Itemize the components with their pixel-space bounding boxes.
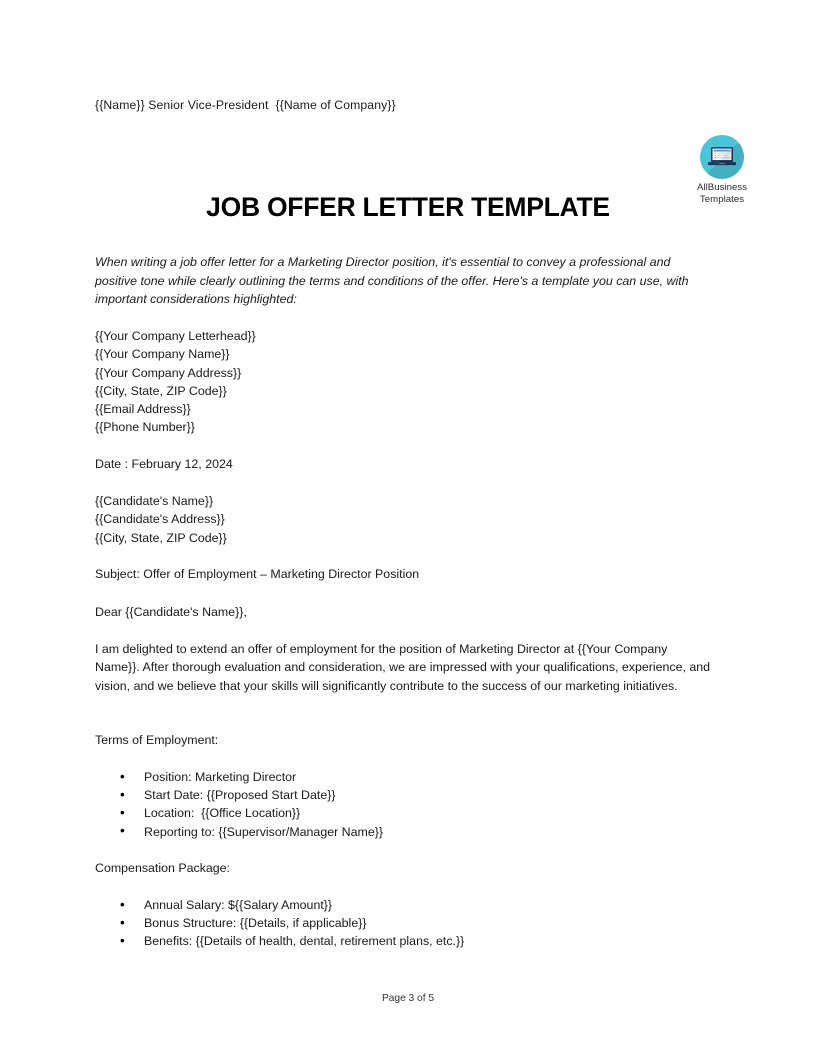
- logo-circle: [700, 135, 744, 179]
- letterhead-line: {{Phone Number}}: [95, 420, 195, 435]
- body-paragraph: I am delighted to extend an offer of employment for the position of Marketing Director at {{Your Company Name}}. After thorough evaluation and consideration, we are impressed with your qualifications, experience, and vision, and we believe that your skills will significantly contribute to the success of our marketing initiatives.: [95, 642, 711, 693]
- candidate-line: {{City, State, ZIP Code}}: [95, 530, 227, 545]
- list-item: • Location: {{Office Location}}: [95, 804, 715, 822]
- page-title: JOB OFFER LETTER TEMPLATE: [206, 192, 610, 222]
- brand-line-1: AllBusiness: [696, 182, 748, 193]
- list-item: • Start Date: {{Proposed Start Date}}: [95, 786, 715, 804]
- list-item: • Reporting to: {{Supervisor/Manager Name}}: [95, 823, 715, 841]
- brand-line-2: Templates: [699, 193, 745, 205]
- list-item: • Annual Salary: ${{Salary Amount}}: [95, 896, 715, 914]
- candidate-line: {{Candidate's Address}}: [95, 512, 225, 527]
- compensation-heading: Compensation Package:: [95, 861, 231, 875]
- intro-paragraph: When writing a job offer letter for a Marketing Director position, it's essential to convey a professional and positive tone while clearly outlining the terms and conditions of the offer. Here's a template you can use, with important considerations highlighted:: [95, 255, 689, 306]
- list-item: • Position: Marketing Director: [95, 768, 715, 786]
- date-line: Date : February 12, 2024: [95, 457, 233, 471]
- letterhead-line: {{Email Address}}: [95, 402, 191, 417]
- letterhead-line: {{Your Company Name}}: [95, 347, 230, 362]
- letterhead-line: {{City, State, ZIP Code}}: [95, 383, 227, 398]
- logo-shadow-overlay: [700, 135, 744, 179]
- candidate-address-block: [95, 492, 715, 547]
- letterhead-line: {{Your Company Letterhead}}: [95, 329, 256, 343]
- terms-heading: Terms of Employment:: [95, 733, 219, 747]
- header-running-line: {{Name}} Senior Vice-President {{Name of Company}}: [95, 98, 396, 112]
- list-item: • Bonus Structure: {{Details, if applicable}}: [95, 914, 715, 932]
- list-item: • Benefits: {{Details of health, dental, retirement plans, etc.}}: [95, 932, 715, 950]
- salutation-line: Dear {{Candidate's Name}},: [95, 605, 247, 619]
- terms-list: [95, 768, 715, 841]
- letterhead-line: {{Your Company Address}}: [95, 365, 242, 380]
- compensation-list: [95, 896, 715, 951]
- subject-line: Subject: Offer of Employment – Marketing Director Position: [95, 567, 420, 581]
- page-footer: Page 3 of 5: [381, 993, 435, 1004]
- company-letterhead-block: [95, 327, 715, 437]
- candidate-line: {{Candidate's Name}}: [95, 494, 214, 508]
